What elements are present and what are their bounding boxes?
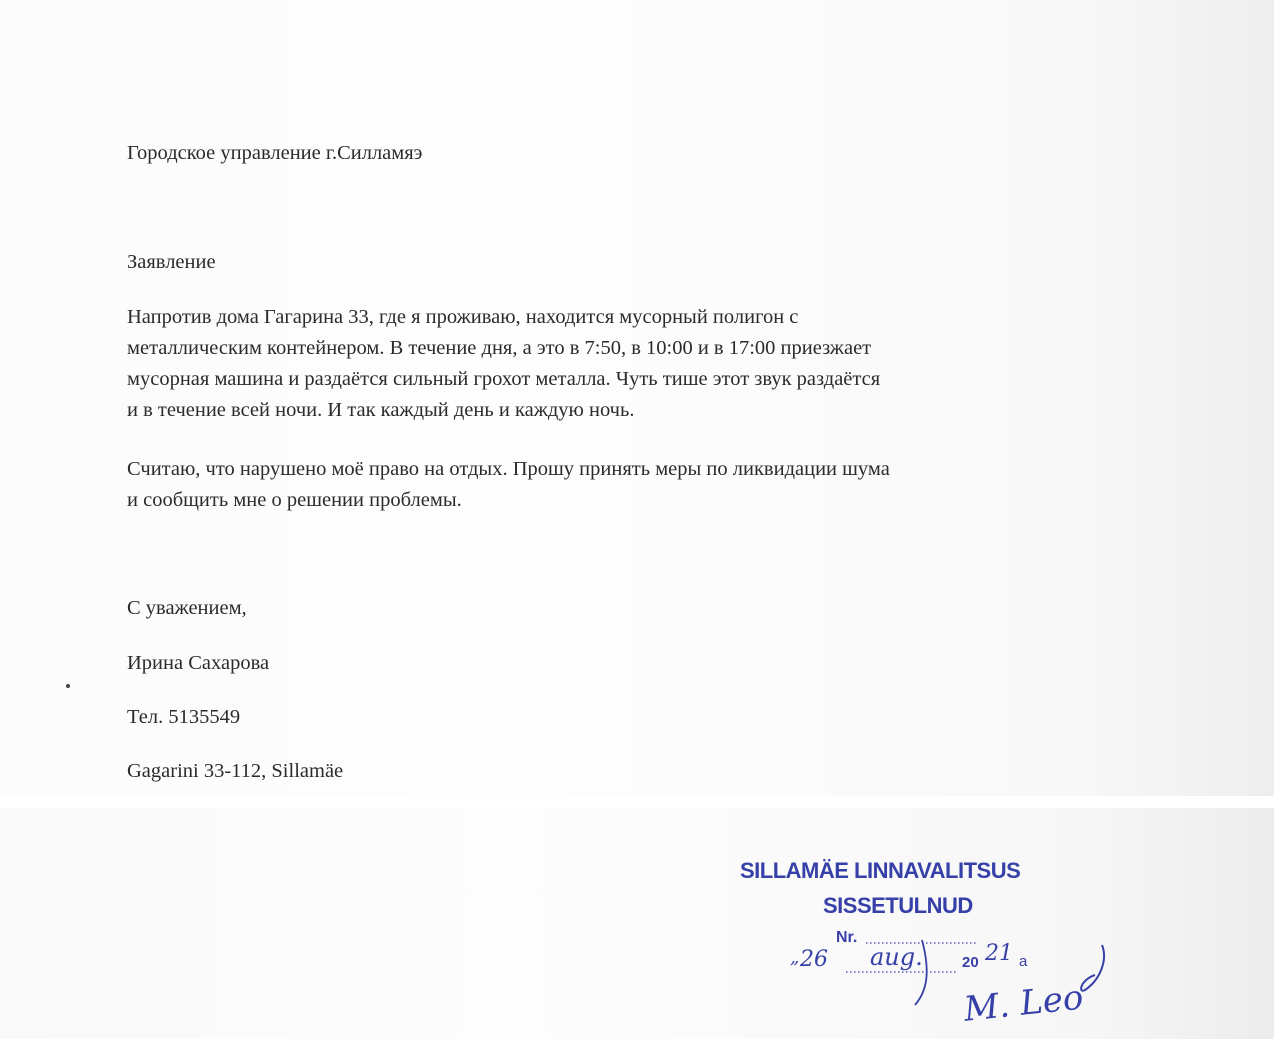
signature-stroke <box>915 940 927 1005</box>
stamp-date-year-prefix: 20 <box>962 954 979 971</box>
paragraph-1-line: Напротив дома Гагарина 33, где я проживаю, находится мусорный полигон с <box>127 306 799 328</box>
recipient: Городское управление г.Силламяэ <box>127 142 423 164</box>
paragraph-2-line: и сообщить мне о решении проблемы. <box>127 489 462 511</box>
sender-address: Gagarini 33-112, Sillamäe <box>127 760 344 782</box>
stamp-date-day: 26 <box>800 947 828 972</box>
sender-name: Ирина Сахарова <box>127 652 270 674</box>
paragraph-1-line: мусорная машина и раздаётся сильный грохот металла. Чуть тише этот звук раздаётся <box>127 368 881 390</box>
stamp-date-year-suffix: 21 <box>985 941 1013 966</box>
stamp-date-prefix: „ <box>790 947 800 968</box>
paragraph-1-line: и в течение всей ночи. И так каждый день и каждую ночь. <box>127 399 635 421</box>
handwritten-signature: M. Leo <box>962 977 1086 1030</box>
document-heading: Заявление <box>127 251 216 273</box>
stamp-date-month: aug. <box>870 943 923 971</box>
stamp-nr-label: Nr. <box>836 929 858 946</box>
stamp-date-a: a <box>1019 953 1028 970</box>
paragraph-1-line: металлическим контейнером. В течение дня, а это в 7:50, в 10:00 и в 17:00 приезжает <box>127 337 872 359</box>
paragraph-2-line: Считаю, что нарушено моё право на отдых. Прошу принять меры по ликвидации шума <box>127 458 890 480</box>
signature-stroke <box>1081 945 1104 991</box>
stamp-office-name: SILLAMÄE LINNAVALITSUS <box>740 858 1021 883</box>
sender-phone: Тел. 5135549 <box>127 706 241 728</box>
closing: С уважением, <box>127 597 247 619</box>
stamp-received: SISSETULNUD <box>823 893 973 918</box>
